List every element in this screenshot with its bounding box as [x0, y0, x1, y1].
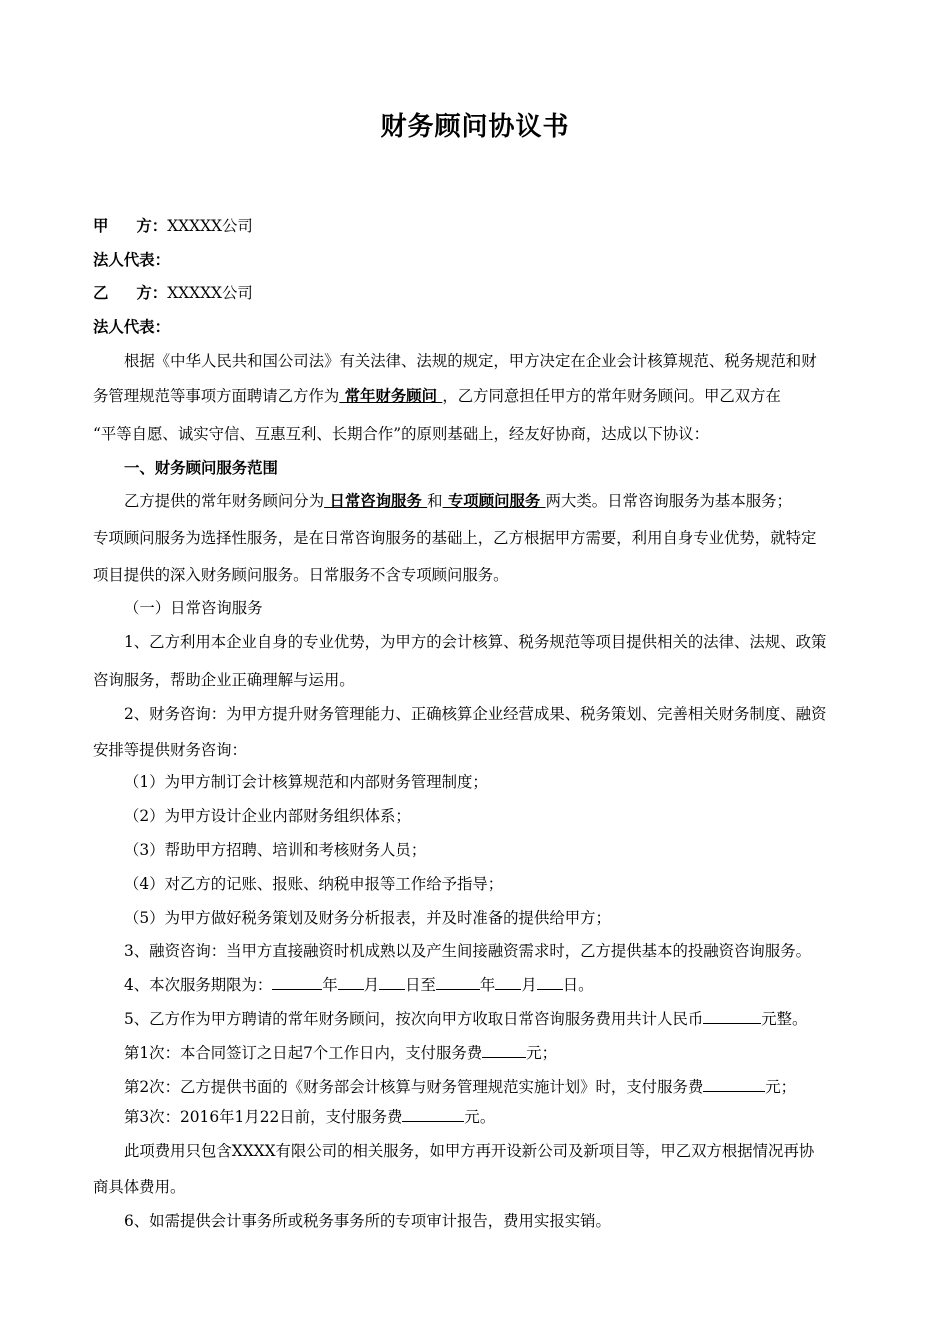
- paragraph-text: 元；: [765, 1078, 797, 1096]
- party-a-value: XXXXX公司: [167, 217, 253, 235]
- payment-line: [124, 1042, 557, 1064]
- intro-line-2: [93, 385, 781, 407]
- service-period-line: [124, 974, 594, 996]
- payment-line: [124, 1076, 796, 1098]
- blank-field: [495, 975, 521, 990]
- paragraph-text: 元。: [464, 1108, 496, 1126]
- paragraph-text: 乙方提供的常年财务顾问分为: [124, 492, 325, 510]
- party-b-line: [93, 282, 253, 304]
- blank-field: [402, 1107, 464, 1122]
- paragraph-line: 商具体费用。: [93, 1178, 186, 1196]
- blank-field: [703, 1077, 765, 1092]
- paragraph-line: 2、财务咨询：为甲方提升财务管理能力、正确核算企业经营成果、税务策划、完善相关财务制度、融资: [124, 705, 827, 723]
- blank-field: [537, 975, 563, 990]
- paragraph-text: 4、本次服务期限为：: [124, 976, 273, 994]
- paragraph-text: 第3次：2016年1月22日前，支付服务费: [124, 1108, 403, 1126]
- party-b-label: 乙: [93, 284, 109, 302]
- blank-field: [703, 1009, 761, 1024]
- paragraph-text: 两大类。日常咨询服务为基本服务；: [545, 492, 792, 510]
- blank-field: [272, 975, 322, 990]
- paragraph-text: 和: [427, 492, 443, 510]
- paragraph-line: 1、乙方利用本企业自身的专业优势，为甲方的会计核算、税务规范等项目提供相关的法律、法规、政策: [124, 633, 827, 651]
- intro-text: ，乙方同意担任甲方的常年财务顾问。甲乙双方在: [442, 387, 781, 405]
- party-a-label: 甲: [93, 217, 109, 235]
- underlined-term: 日常咨询服务: [324, 492, 428, 510]
- list-item: （2）为甲方设计企业内部财务组织体系；: [124, 807, 411, 825]
- list-item: （1）为甲方制订会计核算规范和内部财务管理制度；: [124, 773, 488, 791]
- paragraph-line: 安排等提供财务咨询：: [93, 741, 247, 759]
- paragraph-line: 此项费用只包含XXXX有限公司的相关服务，如甲方再开设新公司及新项目等，甲乙双方根据情况再协: [124, 1142, 815, 1160]
- paragraph-text: 月: [521, 976, 537, 994]
- paragraph-text: 日。: [562, 976, 594, 994]
- party-b-value: XXXXX公司: [167, 284, 253, 302]
- paragraph-text: 日至: [405, 976, 436, 994]
- intro-line-1: 根据《中华人民共和国公司法》有关法律、法规的规定，甲方决定在企业会计核算规范、税务规范和财: [124, 352, 817, 370]
- paragraph-line: 3、融资咨询：当甲方直接融资时机成熟以及产生间接融资需求时，乙方提供基本的投融资咨询服务。: [124, 942, 811, 960]
- document-title: 财务顾问协议书: [380, 112, 570, 142]
- list-item: （3）帮助甲方招聘、培训和考核财务人员；: [124, 841, 427, 859]
- paragraph-text: 年: [479, 976, 496, 994]
- list-item: （4）对乙方的记账、报账、纳税申报等工作给予指导；: [124, 875, 504, 893]
- paragraph-text: 第1次：本合同签订之日起7个工作日内，支付服务费: [124, 1044, 483, 1062]
- paragraph-line: 咨询服务，帮助企业正确理解与运用。: [93, 671, 355, 689]
- paragraph-text: 月: [363, 976, 380, 994]
- underlined-term: 专项顾问服务: [442, 492, 546, 510]
- underlined-term: 常年财务顾问: [339, 387, 443, 405]
- paragraph-line: [124, 490, 792, 512]
- paragraph-text: 第2次：乙方提供书面的《财务部会计核算与财务管理规范实施计划》时，支付服务费: [124, 1078, 704, 1096]
- legal-rep-a-label: 法人代表：: [93, 251, 170, 269]
- paragraph-text: 5、乙方作为甲方聘请的常年财务顾问，按次向甲方收取日常咨询服务费用共计人民币: [124, 1010, 704, 1028]
- intro-text: 务管理规范等事项方面聘请乙方作为: [93, 387, 340, 405]
- blank-field: [482, 1043, 526, 1058]
- legal-rep-b-label: 法人代表：: [93, 318, 170, 336]
- paragraph-line: 项目提供的深入财务顾问服务。日常服务不含专项顾问服务。: [93, 566, 509, 584]
- paragraph-text: 元；: [526, 1044, 557, 1062]
- party-a-line: [93, 215, 253, 237]
- party-a-label-suffix: 方：: [136, 217, 168, 235]
- payment-line: [124, 1106, 495, 1128]
- list-item: （5）为甲方做好税务策划及财务分析报表，并及时准备的提供给甲方；: [124, 909, 611, 927]
- intro-line-3: “平等自愿、诚实守信、互惠互利、长期合作”的原则基础上，经友好协商，达成以下协议：: [93, 425, 709, 443]
- subsection-heading: （一）日常咨询服务: [124, 599, 263, 617]
- paragraph-line: 6、如需提供会计事务所或税务事务所的专项审计报告，费用实报实销。: [124, 1212, 611, 1230]
- paragraph-line: 专项顾问服务为选择性服务，是在日常咨询服务的基础上，乙方根据甲方需要，利用自身专业优势，就特定: [93, 529, 817, 547]
- party-b-label-suffix: 方：: [136, 284, 168, 302]
- fee-line: [124, 1008, 807, 1030]
- blank-field: [379, 975, 405, 990]
- blank-field: [436, 975, 480, 990]
- blank-field: [338, 975, 364, 990]
- paragraph-text: 年: [322, 976, 338, 994]
- paragraph-text: 元整。: [761, 1010, 808, 1028]
- section-heading: 一、财务顾问服务范围: [124, 459, 278, 477]
